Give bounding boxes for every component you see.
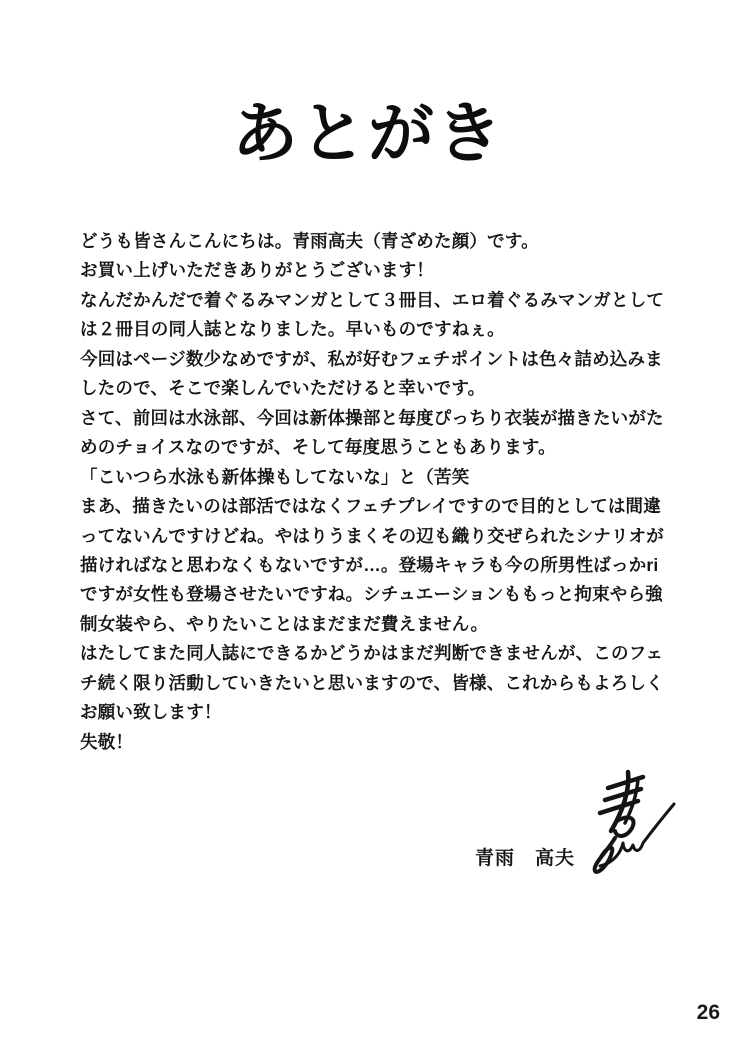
afterword-line: 「こいつら水泳も新体操もしてないな」と（苦笑 — [80, 466, 470, 487]
afterword-line: チ続く限り活動していきたいと思いますので、皆様、これからもよろしく — [80, 672, 664, 693]
afterword-line: ですが女性も登場させたいですね。シチュエーションももっと拘束やら強 — [80, 584, 663, 605]
afterword-line: はたしてまた同人誌にできるかどうかはまだ判断できませんが、このフェ — [80, 643, 664, 664]
afterword-line: めのチョイスなのですが、そして毎度思うこともあります。 — [80, 437, 556, 458]
page-number: 26 — [696, 1001, 720, 1024]
afterword-line: まあ、描きたいのは部活ではなくフェチプレイですので目的としては間違 — [80, 496, 661, 517]
afterword-body — [80, 227, 672, 757]
afterword-line: 制女装やら、やりたいことはまだまだ費えません。 — [80, 613, 489, 634]
afterword-line: 今回はページ数少なめですが、私が好むフェチポイントは色々詰め込みま — [80, 348, 663, 369]
afterword-line: さて、前回は水泳部、今回は新体操部と毎度ぴっちり衣装が描きたいがた — [80, 407, 664, 428]
afterword-line: は２冊目の同人誌となりました。早いものですねぇ。 — [80, 319, 505, 340]
afterword-line: したので、そこで楽しんでいただけると幸いです。 — [80, 378, 486, 399]
afterword-line: なんだかんだで着ぐるみマンガとして３冊目、エロ着ぐるみマンガとして — [80, 289, 665, 310]
handwritten-signature-icon — [570, 765, 680, 875]
page-title: あとがき — [232, 94, 504, 172]
afterword-line: 描ければなと思わなくもないですが…。登場キャラも今の所男性ばっかri — [80, 554, 659, 575]
afterword-line: どうも皆さんこんにちは。青雨高夫（青ざめた顔）です。 — [80, 231, 539, 251]
afterword-line: 失敬！ — [80, 731, 134, 752]
afterword-line: お願い致します！ — [80, 702, 222, 723]
author-name: 青雨 高夫 — [475, 848, 576, 869]
afterword-line: ってないんですけどね。やはりうまくその辺も織り交ぜられたシナリオが — [80, 525, 664, 546]
afterword-line: お買い上げいただきありがとうございます！ — [80, 260, 434, 281]
